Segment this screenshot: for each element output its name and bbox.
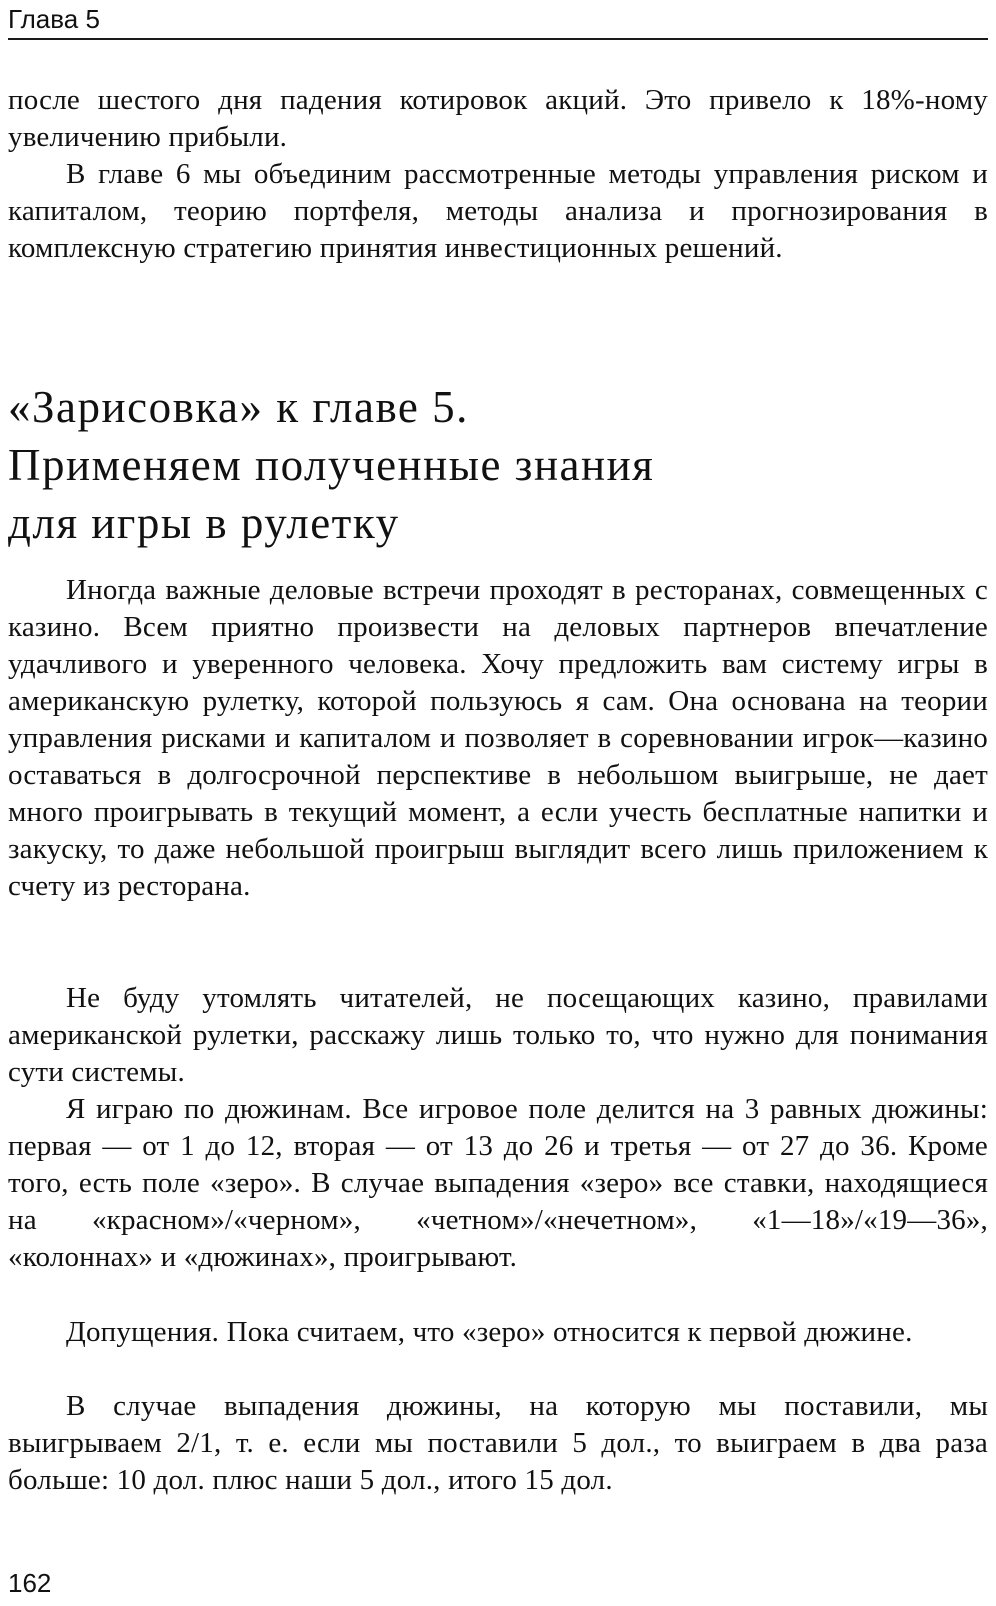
body-paragraph-assumptions: Допущения. Пока считаем, что «зеро» относится к первой дюжине. [66, 1316, 913, 1348]
intro-paragraph: В главе 6 мы объединим рассмотренные методы управления риском и капиталом, теорию портфеля, методы анализа и прогнозирования в комплексную стратегию принятия инвестиционных решений. [8, 158, 988, 264]
continuation-paragraph: после шестого дня падения котировок акций. Это привело к 18%-ному увеличению прибыли. [8, 84, 988, 153]
body-paragraph-rules: Не буду утомлять читателей, не посещающих казино, правилами американской рулетки, расскажу лишь только то, что нужно для понимания сути системы. [8, 982, 988, 1088]
running-head: Глава 5 [8, 4, 100, 34]
header-rule [8, 38, 988, 40]
page-number: 162 [8, 1568, 52, 1598]
section-title-line: «Зарисовка» к главе 5. [8, 382, 469, 432]
section-title [8, 378, 988, 552]
body-paragraph-casino: Иногда важные деловые встречи проходят в ресторанах, совмещенных с казино. Всем приятно произвести на деловых партнеров впечатление удачливого и уверенного человека. Хочу предложить вам систему игры в американскую рулетку, которой пользуюсь я сам. Она основана на теории управления рисками и капиталом и позволяет в соревновании игрок—казино оставаться в долгосрочной перспективе в небольшом выигрыше, не дает много проигрывать в текущий момент, а если учесть бесплатные напитки и закуску, то даже небольшой проигрыш выглядит всего лишь приложением к счету из ресторана. [8, 574, 988, 902]
section-title-line: для игры в рулетку [8, 498, 400, 548]
body-paragraph-payout: В случае выпадения дюжины, на которую мы поставили, мы выигрываем 2/1, т. е. если мы поставили 5 дол., то выиграем в два раза больше: 10 дол. плюс наши 5 дол., итого 15 дол. [8, 1390, 988, 1496]
section-title-line: Применяем полученные знания [8, 440, 655, 490]
body-paragraph-dozens: Я играю по дюжинам. Все игровое поле делится на 3 равных дюжины: первая — от 1 до 12, вторая — от 13 до 26 и третья — от 27 до 36. Кроме того, есть поле «зеро». В случае выпадения «зеро» все ставки, находящиеся на «красном»/«черном», «четном»/«нечетном», «1—18»/«19—36», «колоннах» и «дюжинах», проигрывают. [8, 1093, 988, 1273]
